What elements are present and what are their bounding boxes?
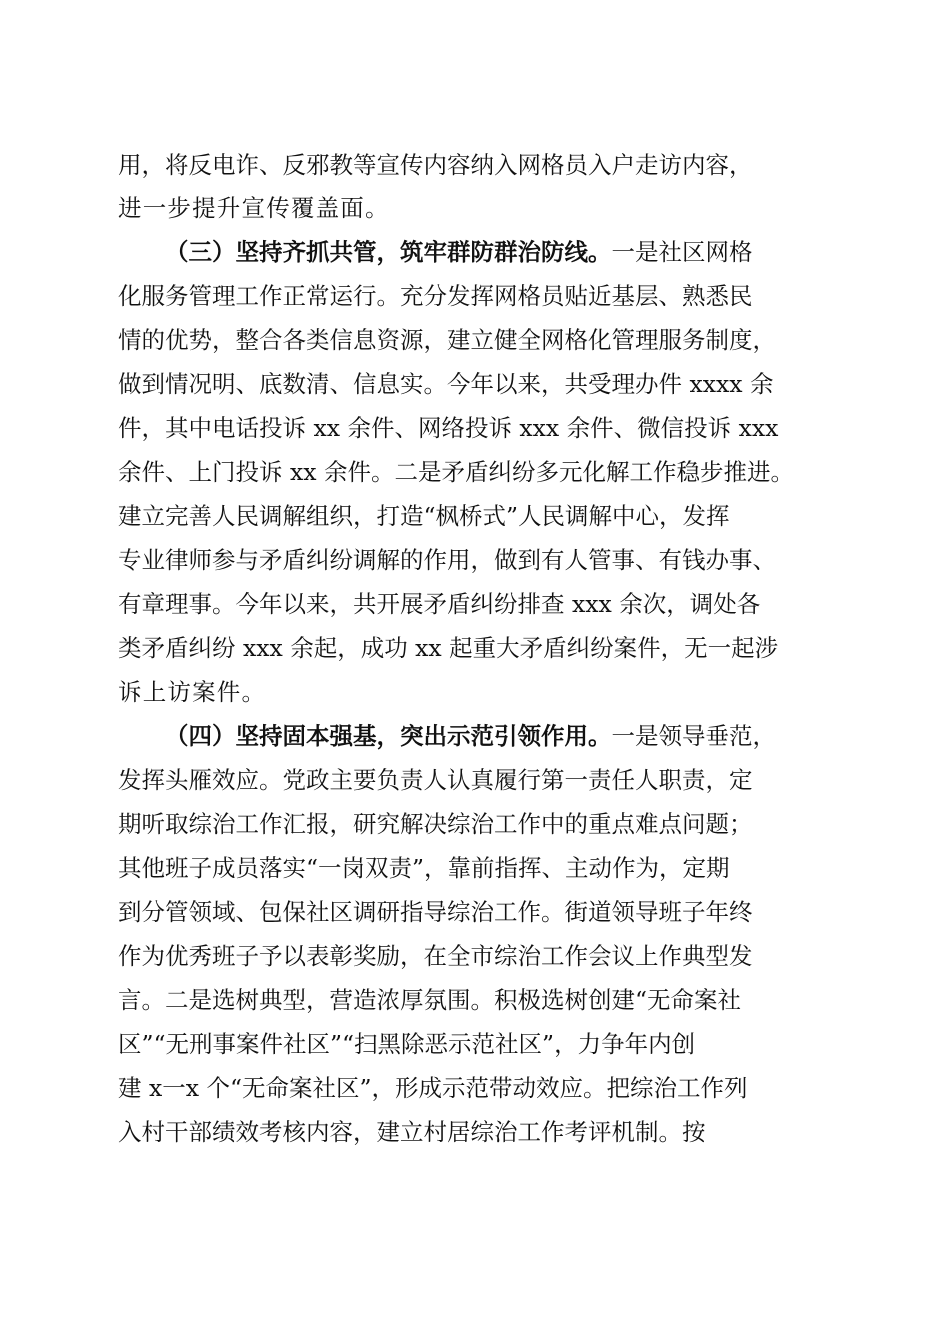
text-line: 到分管领域、包保社区调研指导综治工作。街道领导班子年终 <box>118 898 753 926</box>
section-heading: （四）坚持固本强基，突出示范引领作用。 <box>165 722 612 750</box>
text-line: 用，将反电诈、反邪教等宣传内容纳入网格员入户走访内容， <box>118 151 753 179</box>
text-line: 余件、上门投诉 xx 余件。二是矛盾纠纷多元化解工作稳步推进。 <box>118 458 794 486</box>
text-line: 件，其中电话投诉 xx 余件、网络投诉 xxx 余件、微信投诉 xxx <box>118 414 779 442</box>
text-line: 期听取综治工作汇报，研究解决综治工作中的重点难点问题； <box>118 810 753 838</box>
text-line: 有章理事。今年以来，共开展矛盾纠纷排查 xxx 余次，调处各 <box>118 590 761 618</box>
text-line: 类矛盾纠纷 xxx 余起，成功 xx 起重大矛盾纠纷案件，无一起涉 <box>118 634 779 662</box>
text-line: 区”“无刑事案件社区”“扫黑除恶示范社区”，力争年内创 <box>118 1030 696 1058</box>
text-line: 做到情况明、底数清、信息实。今年以来，共受理办件 xxxx 余 <box>118 370 774 398</box>
text-line: 言。二是选树典型，营造浓厚氛围。积极选树创建“无命案社 <box>118 986 742 1014</box>
text-line: 专业律师参与矛盾纠纷调解的作用，做到有人管事、有钱办事、 <box>118 546 776 574</box>
text-line: 入村干部绩效考核内容，建立村居综治工作考评机制。按 <box>118 1118 706 1146</box>
text-line: 其他班子成员落实“一岗双责”，靠前指挥、主动作为，定期 <box>118 854 730 882</box>
text-line: 诉上访案件。 <box>118 678 267 706</box>
paragraph-first-line <box>165 716 834 756</box>
text-line: 建立完善人民调解组织，打造“枫桥式”人民调解中心，发挥 <box>118 502 730 530</box>
text-span: 一是社区网格 <box>611 238 753 266</box>
paragraph-first-line <box>165 232 834 272</box>
text-line: 作为优秀班子予以表彰奖励，在全市综治工作会议上作典型发 <box>118 942 753 970</box>
text-line: 建 x一x 个“无命案社区”，形成示范带动效应。把综治工作列 <box>118 1074 748 1102</box>
text-line: 进一步提升宣传覆盖面。 <box>118 194 390 222</box>
text-line: 情的优势，整合各类信息资源，建立健全网格化管理服务制度， <box>118 326 776 354</box>
text-span: 一是领导垂范， <box>611 722 776 750</box>
text-line: 发挥头雁效应。党政主要负责人认真履行第一责任人职责，定 <box>118 766 753 794</box>
section-heading: （三）坚持齐抓共管，筑牢群防群治防线。 <box>165 238 612 266</box>
text-line: 化服务管理工作正常运行。充分发挥网格员贴近基层、熟悉民 <box>118 282 753 310</box>
